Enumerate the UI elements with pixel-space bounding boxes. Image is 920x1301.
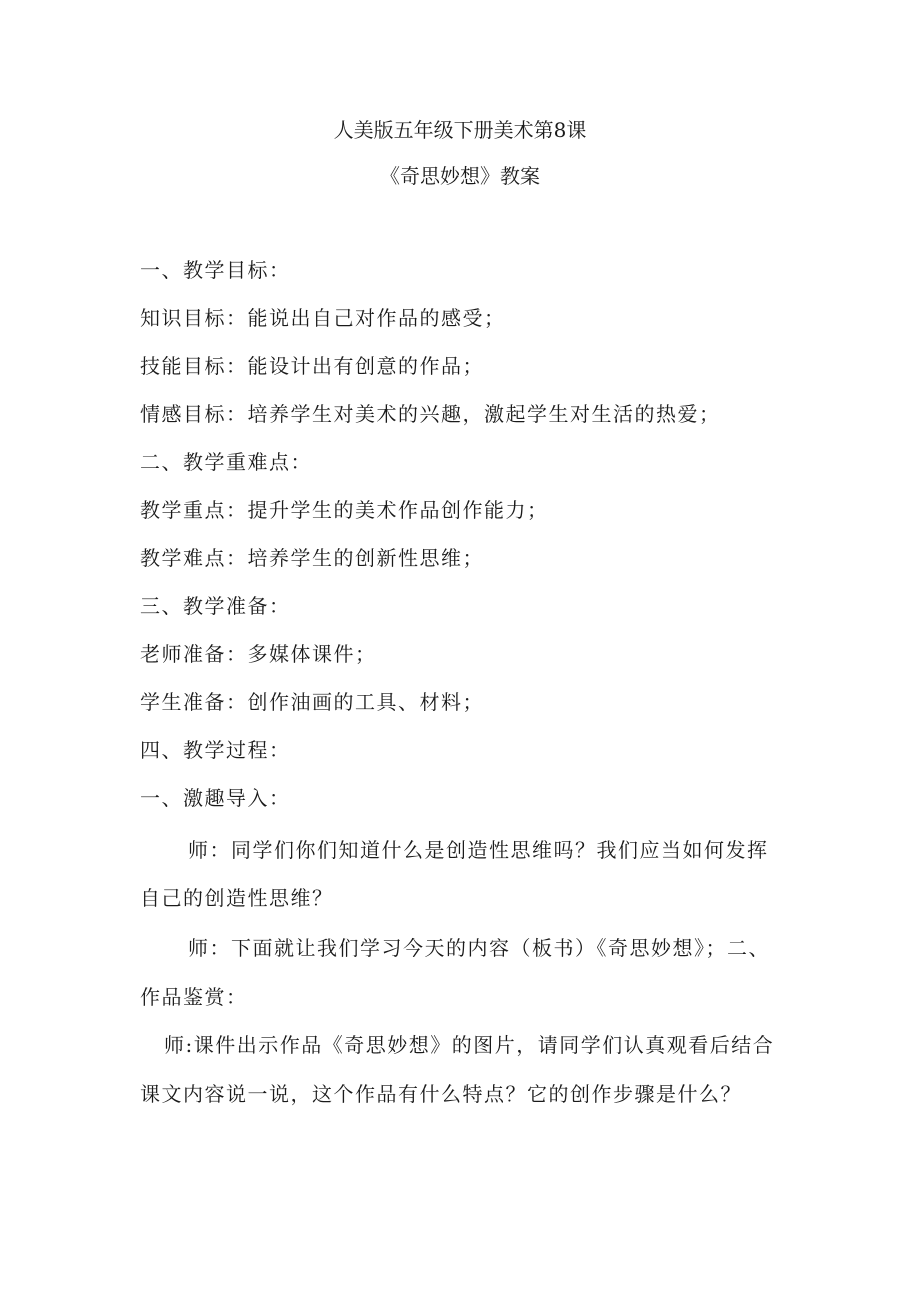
skill-objective: 技能目标：能设计出有创意的作品；: [140, 354, 484, 378]
teacher-preparation: 老师准备：多媒体课件；: [140, 642, 377, 666]
section-heading-objectives: 一、教学目标：: [140, 258, 291, 282]
paragraph-line: 课文内容说一说，这个作品有什么特点？它的创作步骤是什么？: [140, 1082, 742, 1106]
teaching-focus: 教学重点：提升学生的美术作品创作能力；: [140, 498, 549, 522]
paragraph-line: 师:课件出示作品《奇思妙想》的图片，请同学们认真观看后结合: [164, 1033, 775, 1057]
subsection-heading-introduction: 一、激趣导入：: [140, 786, 291, 810]
knowledge-objective: 知识目标：能说出自己对作品的感受；: [140, 306, 506, 330]
section-heading-process: 四、教学过程：: [140, 738, 291, 762]
student-preparation: 学生准备：创作油画的工具、材料；: [140, 690, 484, 714]
paragraph-line: 作品鉴赏：: [140, 985, 248, 1009]
document-title: 人美版五年级下册美术第8课: [333, 118, 587, 142]
section-heading-key-points: 二、教学重难点：: [140, 450, 312, 474]
paragraph-line: 自己的创造性思维？: [140, 886, 334, 910]
document-subtitle: 《奇思妙想》教案: [380, 164, 540, 188]
teaching-difficulty: 教学难点：培养学生的创新性思维；: [140, 546, 484, 570]
emotion-objective: 情感目标：培养学生对美术的兴趣，激起学生对生活的热爱；: [140, 402, 721, 426]
paragraph-line: 师：同学们你们知道什么是创造性思维吗？我们应当如何发挥: [188, 838, 769, 862]
paragraph-line: 师：下面就让我们学习今天的内容（板书）《奇思妙想》；二、: [188, 936, 770, 960]
section-heading-preparation: 三、教学准备：: [140, 594, 291, 618]
